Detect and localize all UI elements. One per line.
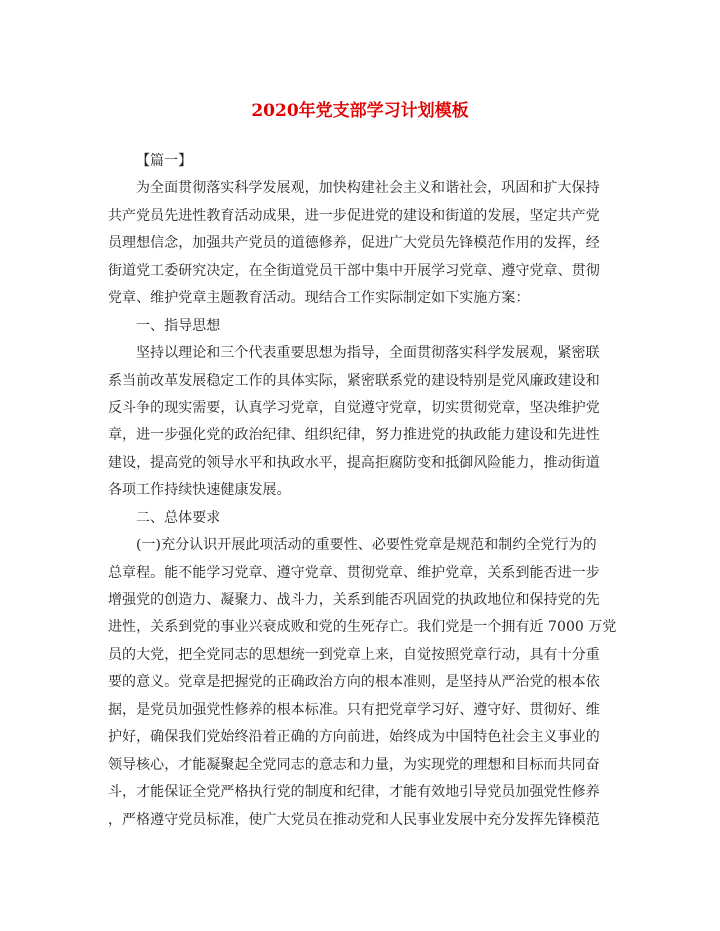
- paragraph-line: 二、总体要求: [136, 509, 221, 526]
- document-title: 2020年党支部学习计划模板: [251, 101, 469, 121]
- paragraph-line: 为全面贯彻落实科学发展观，加快构建社会主义和谐社会，巩固和扩大保持: [136, 180, 600, 197]
- paragraph-line: 共产党员先进性教育活动成果，进一步促进党的建设和街道的发展，坚定共产党: [108, 207, 600, 224]
- paragraph-line: 要的意义。党章是把握党的正确政治方向的根本准则，是坚持从严治党的根本依: [108, 674, 600, 691]
- paragraph-line: 章，进一步强化党的政治纪律、组织纪律，努力推进党的执政能力建设和先进性: [108, 427, 600, 444]
- paragraph-line: 领导核心，才能凝聚起全党同志的意志和力量，为实现党的理想和目标而共同奋: [108, 756, 600, 773]
- paragraph-line: 总章程。能不能学习党章、遵守党章、贯彻党章、维护党章，关系到能否进一步: [108, 564, 600, 581]
- paragraph-line: 建设，提高党的领导水平和执政水平，提高拒腐防变和抵御风险能力，推动街道: [108, 454, 600, 471]
- paragraph-line: 斗，才能保证全党严格执行党的制度和纪律，才能有效地引导党员加强党性修养: [108, 784, 600, 801]
- paragraph-line: 系当前改革发展稳定工作的具体实际，紧密联系党的建设特别是党风廉政建设和: [108, 372, 600, 389]
- paragraph-line: 增强党的创造力、凝聚力、战斗力，关系到能否巩固党的执政地位和保持党的先: [108, 592, 600, 608]
- paragraph-line: 员的大党，把全党同志的思想统一到党章上来，自觉按照党章行动，具有十分重: [108, 646, 600, 663]
- paragraph-line: (一)充分认识开展此项活动的重要性、必要性党章是规范和制约全党行为的: [136, 537, 597, 554]
- paragraph-line: 各项工作持续快速健康发展。: [108, 482, 291, 499]
- paragraph-line: 反斗争的现实需要，认真学习党章，自觉遵守党章，切实贯彻党章，坚决维护党: [108, 399, 600, 416]
- paragraph-line: 坚持以理论和三个代表重要思想为指导，全面贯彻落实科学发展观，紧密联: [136, 345, 600, 362]
- paragraph-line: 据，是党员加强党性修养的根本标准。只有把党章学习好、遵守好、贯彻好、维: [108, 701, 600, 718]
- paragraph-line: ，严格遵守党员标准，使广大党员在推动党和人民事业发展中充分发挥先锋模范: [108, 811, 600, 828]
- paragraph-line: 护好，确保我们党始终沿着正确的方向前进，始终成为中国特色社会主义事业的: [108, 729, 600, 746]
- paragraph-line: 街道党工委研究决定，在全街道党员干部中集中开展学习党章、遵守党章、贯彻: [108, 262, 600, 279]
- paragraph-line: 一、指导思想: [136, 317, 221, 334]
- document-body: [108, 148, 617, 834]
- paragraph-line: 党章、维护党章主题教育活动。现结合工作实际制定如下实施方案：: [108, 290, 530, 307]
- section-label: 【篇一】: [136, 153, 193, 169]
- paragraph-line: 进性，关系到党的事业兴衰成败和党的生死存亡。我们党是一个拥有近 7000 万党: [108, 619, 617, 636]
- paragraph-line: 员理想信念，加强共产党员的道德修养，促进广大党员先锋模范作用的发挥，经: [108, 235, 600, 252]
